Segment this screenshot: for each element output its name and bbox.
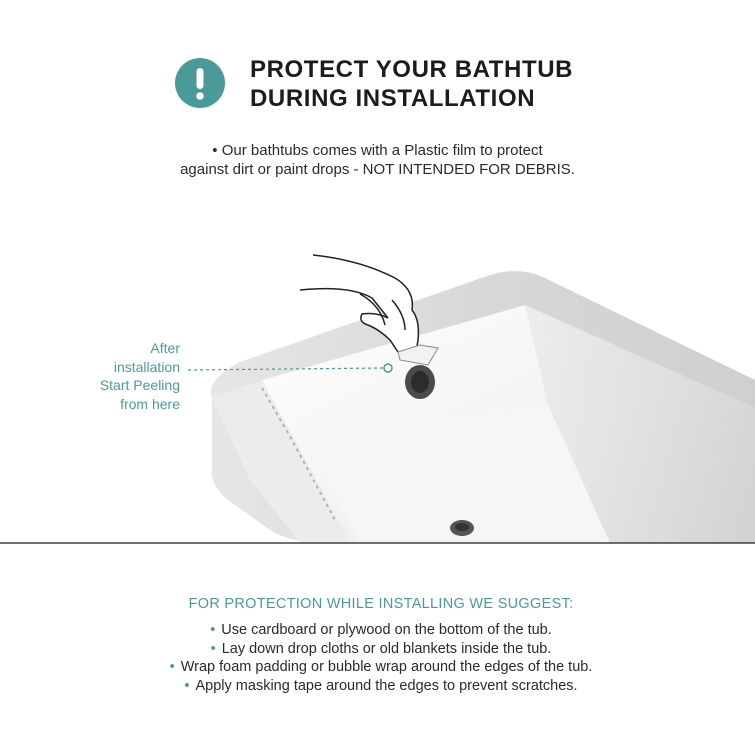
list-item bbox=[0, 658, 755, 677]
peel-annotation bbox=[60, 339, 180, 413]
annotation-line-1: After bbox=[150, 340, 180, 356]
header bbox=[0, 0, 755, 130]
list-item bbox=[0, 640, 755, 659]
page-title bbox=[250, 55, 573, 113]
suggestions-heading: FOR PROTECTION WHILE INSTALLING WE SUGGEST: bbox=[188, 596, 574, 612]
bullet-icon: • bbox=[169, 659, 175, 675]
annotation-line-4: from here bbox=[120, 395, 180, 412]
annotation-line-3: Start Peeling bbox=[99, 377, 180, 393]
annotation-line-2: installation bbox=[113, 358, 180, 375]
bullet-icon: • bbox=[210, 622, 216, 638]
suggestions-list bbox=[0, 621, 755, 695]
list-item-text: Use cardboard or plywood on the bottom of the tub. bbox=[221, 622, 552, 638]
list-item-text: Wrap foam padding or bubble wrap around the edges of the tub. bbox=[180, 659, 593, 675]
list-item bbox=[0, 621, 755, 640]
list-item-text: Lay down drop cloths or old blankets inside the tub. bbox=[221, 640, 552, 657]
note-line-2: against dirt or paint drops - NOT INTENDED FOR DEBRIS. bbox=[180, 161, 575, 178]
note-line-1: • Our bathtubs comes with a Plastic film to protect bbox=[212, 142, 543, 159]
plastic-film-note bbox=[0, 141, 755, 179]
bullet-icon: • bbox=[210, 640, 216, 657]
list-item-text: Apply masking tape around the edges to prevent scratches. bbox=[195, 677, 578, 694]
title-line-2: DURING INSTALLATION bbox=[250, 85, 536, 112]
exclamation-icon bbox=[175, 58, 225, 108]
list-item bbox=[0, 677, 755, 696]
title-line-1: PROTECT YOUR BATHTUB bbox=[250, 56, 574, 83]
peel-point-marker bbox=[384, 364, 392, 372]
bullet-icon: • bbox=[184, 677, 190, 694]
